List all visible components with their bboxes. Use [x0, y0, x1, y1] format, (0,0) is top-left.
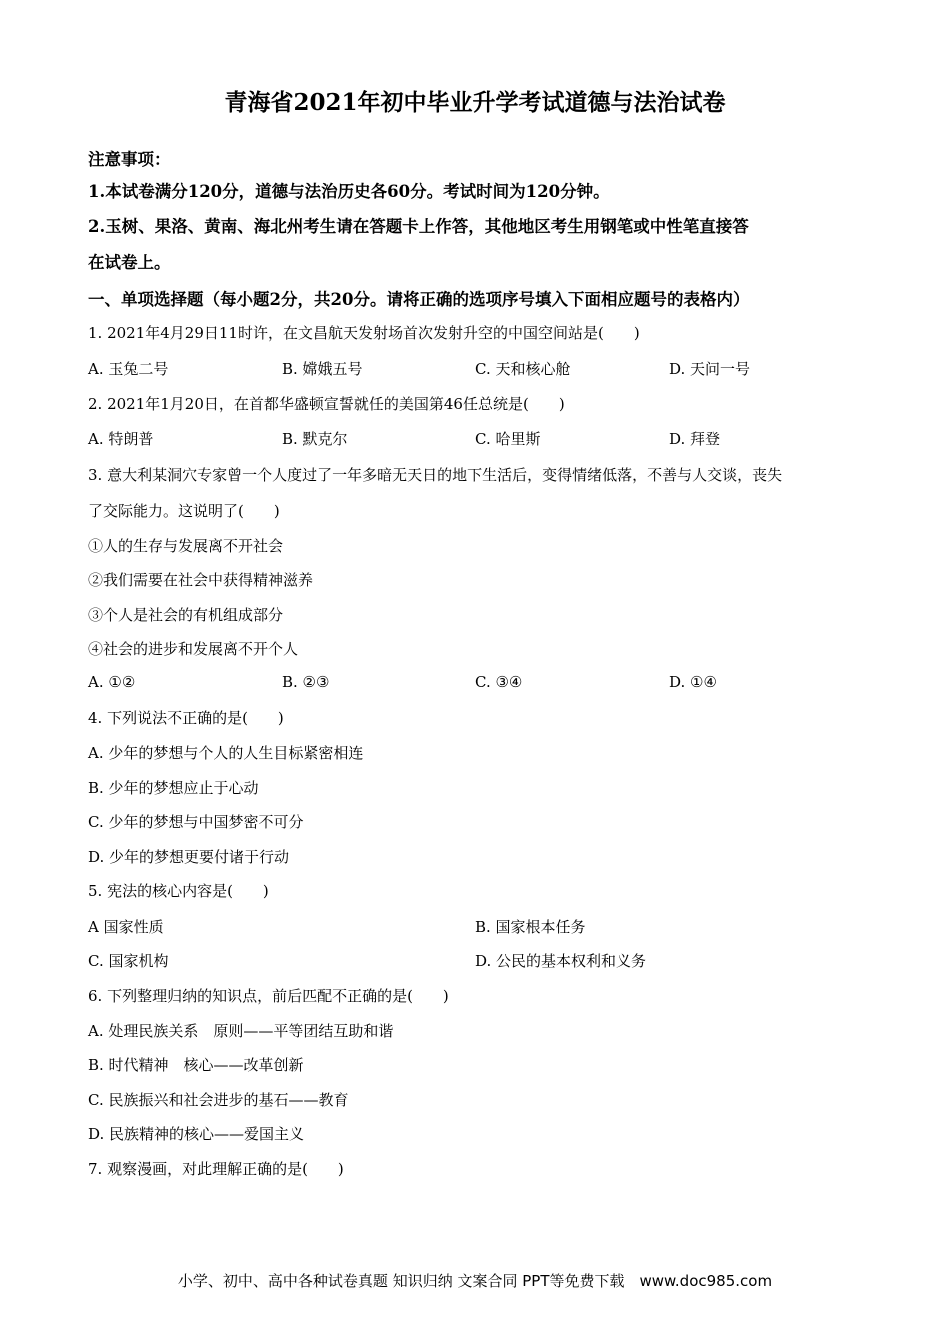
question-2-stem: 2. 2021年1月20日，在首都华盛顿宣誓就任的美国第46任总统是( ) [88, 395, 565, 413]
question-6-option-a: A. 处理民族关系 原则——平等团结互助和谐 [88, 1022, 394, 1040]
question-6-option-c: C. 民族振兴和社会进步的基石——教育 [88, 1091, 349, 1109]
question-7-stem: 7. 观察漫画，对此理解正确的是( ) [88, 1160, 344, 1178]
page-footer: 小学、初中、高中各种试卷真题 知识归纳 文案合同 PPT等免费下载 www.doc985.com [177, 1272, 773, 1290]
question-6-stem: 6. 下列整理归纳的知识点，前后匹配不正确的是( ) [88, 987, 449, 1005]
notes-item-2-line-1: 2.玉树、果洛、黄南、海北州考生请在答题卡上作答，其他地区考生用钢笔或中性笔直接答 [88, 217, 749, 236]
question-4-stem: 4. 下列说法不正确的是( ) [88, 709, 284, 727]
notes-heading: 注意事项： [88, 150, 171, 169]
question-5-option-c: C. 国家机构 [88, 952, 169, 970]
question-2-option-d: D. 拜登 [669, 430, 721, 448]
question-5-option-a: A 国家性质 [88, 918, 164, 936]
question-4-option-c: C. 少年的梦想与中国梦密不可分 [88, 813, 304, 831]
question-6-option-b: B. 时代精神 核心——改革创新 [88, 1056, 304, 1074]
question-4-option-a: A. 少年的梦想与个人的人生目标紧密相连 [88, 744, 364, 762]
page-title: 青海省2021年初中毕业升学考试道德与法治试卷 [224, 89, 726, 116]
question-3-stem-line-1: 3. 意大利某洞穴专家曾一个人度过了一年多暗无天日的地下生活后，变得情绪低落，不善与人交谈，丧失 [88, 466, 783, 484]
question-1-stem: 1. 2021年4月29日11时许，在文昌航天发射场首次发射升空的中国空间站是( ) [88, 324, 640, 342]
question-3-option-d: D. ①④ [669, 673, 717, 691]
question-3-statement-1: ①人的生存与发展离不开社会 [88, 537, 284, 555]
question-3-statement-2: ②我们需要在社会中获得精神滋养 [88, 571, 314, 589]
question-5-option-b: B. 国家根本任务 [475, 918, 586, 936]
question-5-stem: 5. 宪法的核心内容是( ) [88, 882, 269, 900]
question-5-option-d: D. 公民的基本权利和义务 [475, 952, 647, 970]
question-3-statement-4: ④社会的进步和发展离不开个人 [88, 640, 299, 658]
question-1-option-d: D. 天问一号 [669, 360, 751, 378]
question-1-option-c: C. 天和核心舱 [475, 360, 571, 378]
question-2-option-c: C. 哈里斯 [475, 430, 541, 448]
question-6-option-d: D. 民族精神的核心——爱国主义 [88, 1125, 305, 1143]
question-3-option-a: A. ①② [88, 673, 136, 691]
question-3-option-b: B. ②③ [282, 673, 330, 691]
notes-item-1: 1.本试卷满分120分，道德与法治历史各60分。考试时间为120分钟。 [88, 182, 610, 201]
question-3-stem-line-2: 了交际能力。这说明了( ) [88, 502, 280, 520]
notes-item-2-line-2: 在试卷上。 [88, 253, 171, 272]
section-1-heading: 一、单项选择题（每小题2分，共20分。请将正确的选项序号填入下面相应题号的表格内） [88, 290, 750, 309]
question-1-option-b: B. 嫦娥五号 [282, 360, 363, 378]
question-2-option-a: A. 特朗普 [88, 430, 154, 448]
question-1-option-a: A. 玉兔二号 [88, 360, 169, 378]
question-4-option-d: D. 少年的梦想更要付诸于行动 [88, 848, 290, 866]
question-3-statement-3: ③个人是社会的有机组成部分 [88, 606, 284, 624]
question-3-option-c: C. ③④ [475, 673, 523, 691]
question-2-option-b: B. 默克尔 [282, 430, 348, 448]
question-4-option-b: B. 少年的梦想应止于心动 [88, 779, 259, 797]
